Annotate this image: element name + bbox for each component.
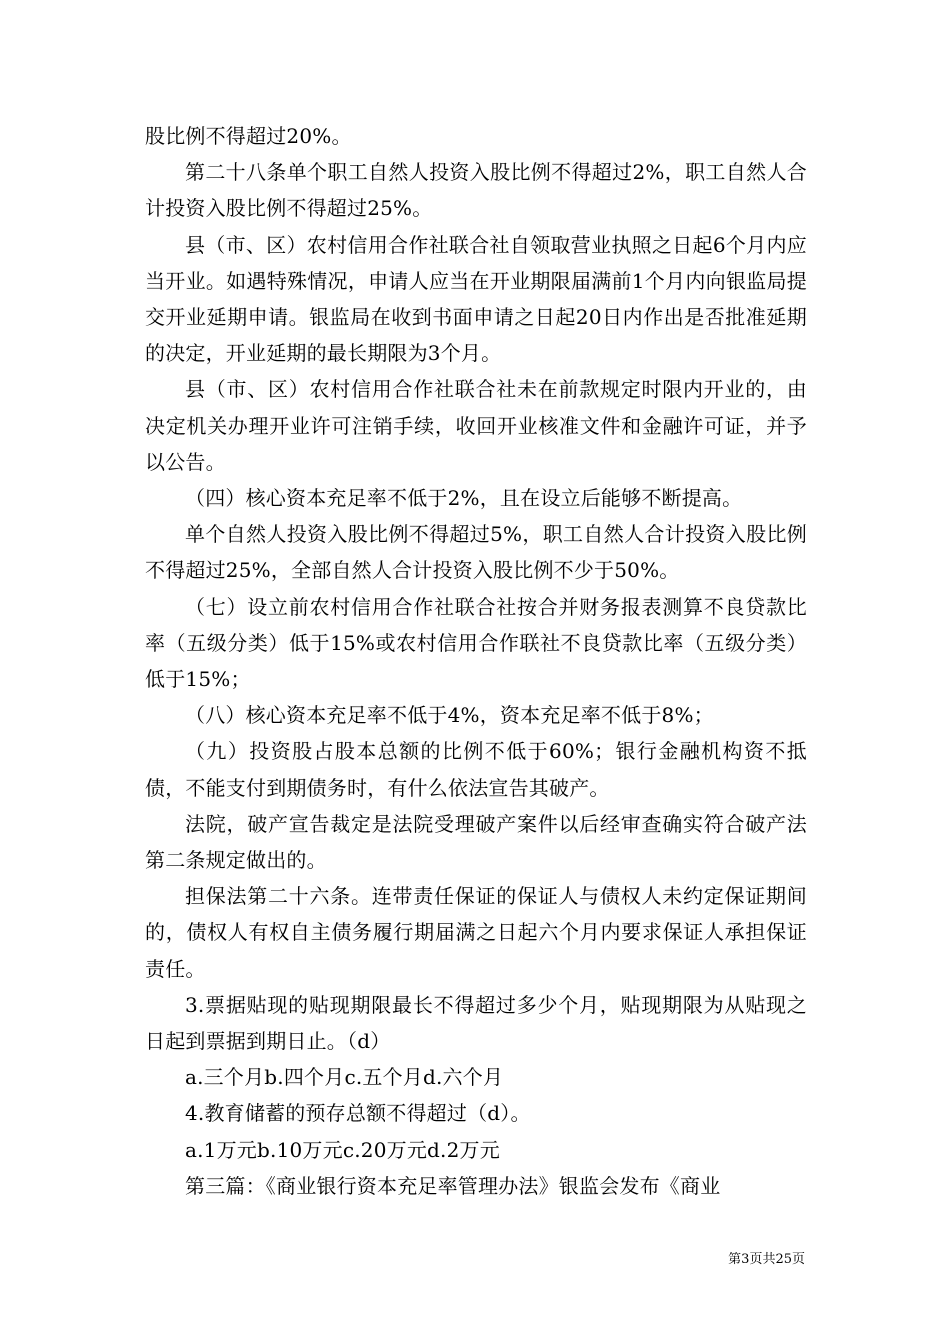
paragraph-3: 县（市、区）农村信用合作社联合社自领取营业执照之日起6个月内应当开业。如遇特殊情况，申请人应当在开业期限届满前1个月内向银监局提交开业延期申请。银监局在收到书面申请之日起20日内作出是否批准延期的决定，开业延期的最长期限为3个月。 <box>145 232 807 366</box>
paragraph-11: 担保法第二十六条。连带责任保证的保证人与债权人未约定保证期间的，债权人有权自主债务履行期届满之日起六个月内要求保证人承担保证责任。 <box>145 884 807 981</box>
paragraph-14: 4.教育储蓄的预存总额不得超过（d）。 <box>185 1101 531 1126</box>
paragraph-10: 法院，破产宣告裁定是法院受理破产案件以后经审查确实符合破产法第二条规定做出的。 <box>145 811 807 873</box>
paragraph-8: （八）核心资本充足率不低于4%，资本充足率不低于8%； <box>185 703 714 728</box>
paragraph-9: （九）投资股占股本总额的比例不低于60%；银行金融机构资不抵债，不能支付到期债务时，有什么依法宣告其破产。 <box>145 739 807 800</box>
paragraph-12: 3.票据贴现的贴现期限最长不得超过多少个月，贴现期限为从贴现之日起到票据到期日止。（d） <box>145 992 807 1054</box>
paragraph-4: 县（市、区）农村信用合作社联合社未在前款规定时限内开业的，由决定机关办理开业许可注销手续，收回开业核准文件和金融许可证，并予以公告。 <box>145 377 807 474</box>
paragraph-7: （七）设立前农村信用合作社联合社按合并财务报表测算不良贷款比率（五级分类）低于15%或农村信用合作联社不良贷款比率（五级分类）低于15%； <box>145 594 807 692</box>
page-number-footer: 第3页共25页 <box>728 1252 805 1267</box>
paragraph-5: （四）核心资本充足率不低于2%，且在设立后能够不断提高。 <box>185 486 743 511</box>
paragraph-16: 第三篇：《商业银行资本充足率管理办法》银监会发布《商业 <box>185 1173 721 1198</box>
paragraph-1: 股比例不得超过20%。 <box>145 124 352 148</box>
paragraph-2: 第二十八条单个职工自然人投资入股比例不得超过2%，职工自然人合计投资入股比例不得超过25%。 <box>145 160 807 221</box>
paragraph-15: a.1万元b.10万元c.20万元d.2万元 <box>185 1137 500 1162</box>
document-body <box>145 118 807 1204</box>
paragraph-13: a.三个月b.四个月c.五个月d.六个月 <box>185 1065 504 1090</box>
paragraph-6: 单个自然人投资入股比例不得超过5%，职工自然人合计投资入股比例不得超过25%，全部自然人合计投资入股比例不少于50%。 <box>145 522 807 583</box>
